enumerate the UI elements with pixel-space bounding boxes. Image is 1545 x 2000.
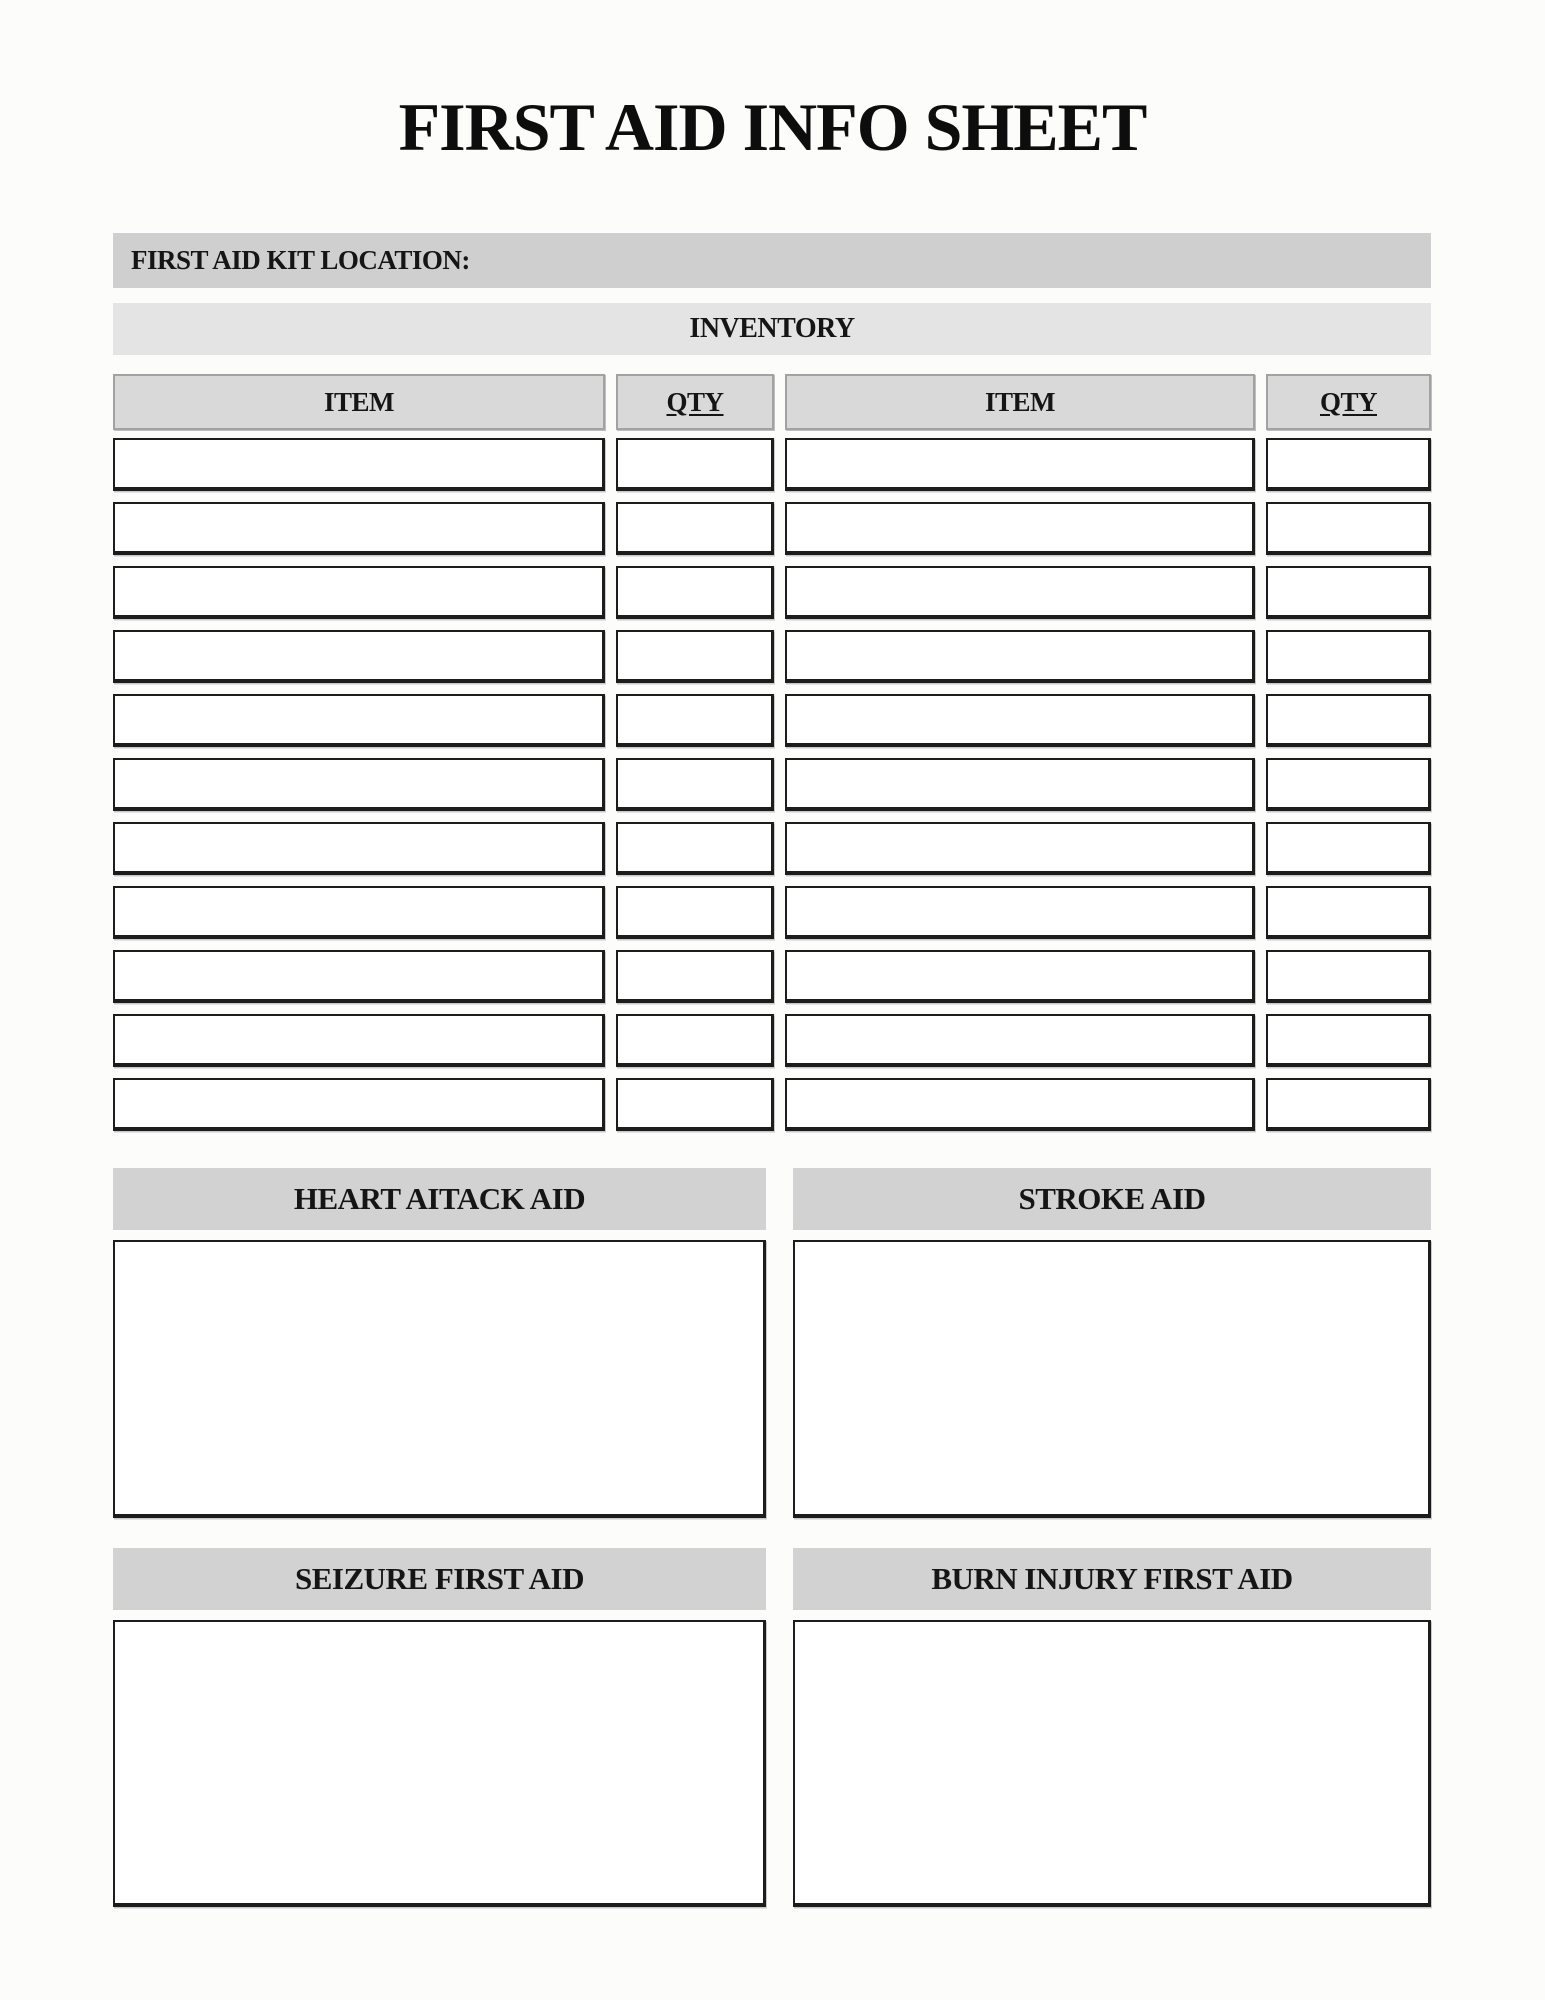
section-title: BURN INJURY FIRST AID: [931, 1561, 1293, 1596]
item-cell-left[interactable]: [113, 1014, 605, 1067]
item-cell-right[interactable]: [785, 502, 1255, 555]
item-cell-right[interactable]: [785, 694, 1255, 747]
qty-cell-left[interactable]: [616, 566, 774, 619]
page-title: FIRST AID INFO SHEET: [398, 89, 1147, 165]
qty-cell-right[interactable]: [1266, 1078, 1431, 1131]
qty-cell-right[interactable]: [1266, 694, 1431, 747]
item-cell-right[interactable]: [785, 1014, 1255, 1067]
item-cell-right[interactable]: [785, 1078, 1255, 1131]
item-cell-left[interactable]: [113, 630, 605, 683]
section-title: SEIZURE FIRST AID: [295, 1561, 584, 1596]
first-aid-kit-location-label: FIRST AID KIT LOCATION:: [131, 245, 470, 275]
section-box-heart-attack-aid[interactable]: [113, 1240, 766, 1518]
qty-cell-right[interactable]: [1266, 566, 1431, 619]
section-box-burn-injury-first-aid[interactable]: [793, 1620, 1431, 1907]
item-cell-right[interactable]: [785, 886, 1255, 939]
item-cell-left[interactable]: [113, 438, 605, 491]
item-cell-right[interactable]: [785, 630, 1255, 683]
qty-cell-left[interactable]: [616, 950, 774, 1003]
qty-cell-right[interactable]: [1266, 630, 1431, 683]
qty-cell-right[interactable]: [1266, 886, 1431, 939]
qty-cell-right[interactable]: [1266, 1014, 1431, 1067]
section-boxes-row-1: [113, 1240, 1431, 1518]
item-cell-left[interactable]: [113, 502, 605, 555]
qty-cell-left[interactable]: [616, 438, 774, 491]
section-header-seizure-first-aid: [113, 1548, 766, 1610]
qty-cell-left[interactable]: [616, 1014, 774, 1067]
inventory-row: [113, 566, 1431, 619]
inventory-row: [113, 438, 1431, 491]
inventory-row: [113, 1078, 1431, 1131]
section-header-burn-injury-first-aid: [793, 1548, 1431, 1610]
section-title: STROKE AID: [1018, 1181, 1206, 1216]
header-cell-item-left: ITEM: [113, 374, 605, 430]
item-cell-left[interactable]: [113, 1078, 605, 1131]
qty-cell-left[interactable]: [616, 630, 774, 683]
section-header-stroke-aid: [793, 1168, 1431, 1230]
section-box-seizure-first-aid[interactable]: [113, 1620, 766, 1907]
first-aid-kit-location-input[interactable]: [482, 233, 1431, 288]
inventory-row: [113, 950, 1431, 1003]
inventory-row: [113, 630, 1431, 683]
item-cell-left[interactable]: [113, 566, 605, 619]
header-cell-item-right: ITEM: [785, 374, 1255, 430]
inventory-title: INVENTORY: [689, 313, 855, 344]
section-box-stroke-aid[interactable]: [793, 1240, 1431, 1518]
section-boxes-row-2: [113, 1620, 1431, 1907]
item-cell-left[interactable]: [113, 758, 605, 811]
qty-cell-left[interactable]: [616, 822, 774, 875]
item-cell-left[interactable]: [113, 886, 605, 939]
inventory-row: [113, 1014, 1431, 1067]
section-header-heart-attack-aid: [113, 1168, 766, 1230]
qty-cell-right[interactable]: [1266, 502, 1431, 555]
item-cell-left[interactable]: [113, 950, 605, 1003]
item-cell-right[interactable]: [785, 566, 1255, 619]
qty-cell-left[interactable]: [616, 1078, 774, 1131]
inventory-row: [113, 758, 1431, 811]
item-cell-left[interactable]: [113, 694, 605, 747]
qty-cell-left[interactable]: [616, 758, 774, 811]
inventory-table-body: [113, 438, 1431, 1131]
inventory-row: [113, 694, 1431, 747]
qty-cell-left[interactable]: [616, 886, 774, 939]
first-aid-kit-location-bar: [113, 233, 1431, 288]
inventory-row: [113, 502, 1431, 555]
inventory-title-bar: [113, 303, 1431, 355]
item-cell-right[interactable]: [785, 438, 1255, 491]
qty-cell-left[interactable]: [616, 694, 774, 747]
section-headers-row-1: [113, 1168, 1431, 1230]
header-cell-qty-left: QTY: [616, 374, 774, 430]
qty-cell-right[interactable]: [1266, 950, 1431, 1003]
qty-cell-left[interactable]: [616, 502, 774, 555]
section-title: HEART AITACK AID: [293, 1181, 586, 1216]
qty-cell-right[interactable]: [1266, 822, 1431, 875]
qty-cell-right[interactable]: [1266, 438, 1431, 491]
qty-cell-right[interactable]: [1266, 758, 1431, 811]
item-cell-right[interactable]: [785, 950, 1255, 1003]
item-cell-right[interactable]: [785, 758, 1255, 811]
header-cell-qty-right: QTY: [1266, 374, 1431, 430]
inventory-row: [113, 886, 1431, 939]
inventory-header-row: [113, 374, 1431, 430]
section-headers-row-2: [113, 1548, 1431, 1610]
inventory-row: [113, 822, 1431, 875]
item-cell-left[interactable]: [113, 822, 605, 875]
item-cell-right[interactable]: [785, 822, 1255, 875]
